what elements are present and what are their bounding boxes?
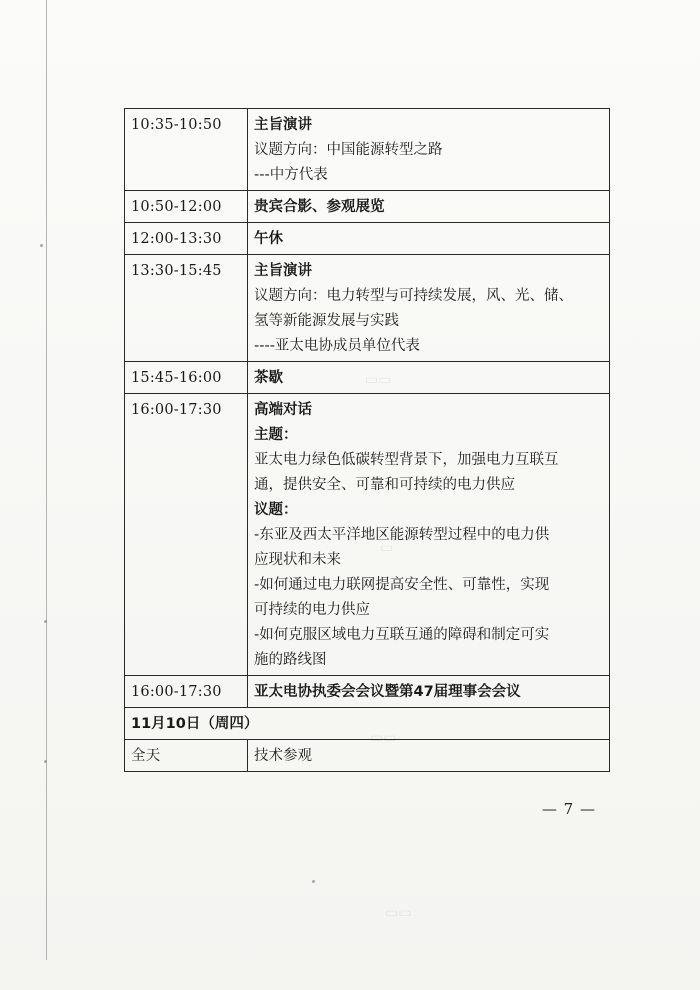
session-title: 亚太电协执委会会议暨第47届理事会会议	[254, 684, 521, 700]
section-heading: 议题：	[254, 502, 298, 518]
time-cell: 全天	[125, 740, 248, 772]
session-title: 午休	[254, 231, 283, 247]
session-line: -如何通过电力联网提高安全性、可靠性，实现	[254, 577, 550, 593]
content-cell	[248, 255, 610, 362]
bleed-through-mark: ▭	[380, 540, 394, 556]
session-line: ----亚太电协成员单位代表	[254, 338, 420, 354]
agenda-row	[125, 676, 610, 708]
content-cell	[248, 223, 610, 255]
session-title: 主旨演讲	[254, 117, 312, 133]
content-cell	[248, 394, 610, 676]
session-title: 高端对话	[254, 402, 312, 418]
content-cell	[248, 740, 610, 772]
bleed-through-mark: ▭▭	[365, 372, 392, 388]
session-line: ---中方代表	[254, 167, 328, 183]
time-cell: 13:30-15:45	[125, 255, 248, 362]
agenda-row	[125, 223, 610, 255]
day-header-row	[125, 708, 610, 740]
agenda-row	[125, 109, 610, 191]
agenda-table	[124, 108, 610, 772]
agenda-row	[125, 255, 610, 362]
time-cell: 15:45-16:00	[125, 362, 248, 394]
session-line: -如何克服区域电力互联互通的障碍和制定可实	[254, 627, 550, 643]
session-title: 技术参观	[254, 748, 312, 764]
agenda-row	[125, 740, 610, 772]
time-cell: 10:35-10:50	[125, 109, 248, 191]
session-title: 茶歇	[254, 370, 283, 386]
content-cell	[248, 109, 610, 191]
scan-speck	[44, 760, 47, 763]
agenda-row	[125, 191, 610, 223]
scan-speck	[40, 244, 43, 247]
time-cell: 16:00-17:30	[125, 394, 248, 676]
day-header: 11月10日（周四）	[125, 708, 610, 740]
session-line: 亚太电力绿色低碳转型背景下，加强电力互联互	[254, 452, 559, 468]
session-line: -东亚及西太平洋地区能源转型过程中的电力供	[254, 527, 550, 543]
session-line: 施的路线图	[254, 652, 327, 668]
session-line: 议题方向：电力转型与可持续发展，风、光、储、	[254, 288, 573, 304]
content-cell	[248, 191, 610, 223]
bleed-through-mark: ▭▭	[370, 730, 397, 746]
agenda-row	[125, 362, 610, 394]
section-heading: 主题：	[254, 427, 298, 443]
page-number: — 7 —	[541, 800, 596, 818]
agenda-row	[125, 394, 610, 676]
content-cell	[248, 676, 610, 708]
session-title: 主旨演讲	[254, 263, 312, 279]
content-cell	[248, 362, 610, 394]
session-line: 议题方向：中国能源转型之路	[254, 142, 443, 158]
binding-line	[46, 0, 47, 960]
scan-speck	[44, 620, 47, 623]
session-line: 通，提供安全、可靠和可持续的电力供应	[254, 477, 515, 493]
bleed-through-mark: ▭▭	[385, 905, 412, 921]
time-cell: 16:00-17:30	[125, 676, 248, 708]
time-cell: 10:50-12:00	[125, 191, 248, 223]
session-line: 氢等新能源发展与实践	[254, 313, 399, 329]
scan-speck	[312, 880, 315, 883]
session-line: 可持续的电力供应	[254, 602, 370, 618]
session-line: 应现状和未来	[254, 552, 341, 568]
time-cell: 12:00-13:30	[125, 223, 248, 255]
session-title: 贵宾合影、参观展览	[254, 199, 385, 215]
